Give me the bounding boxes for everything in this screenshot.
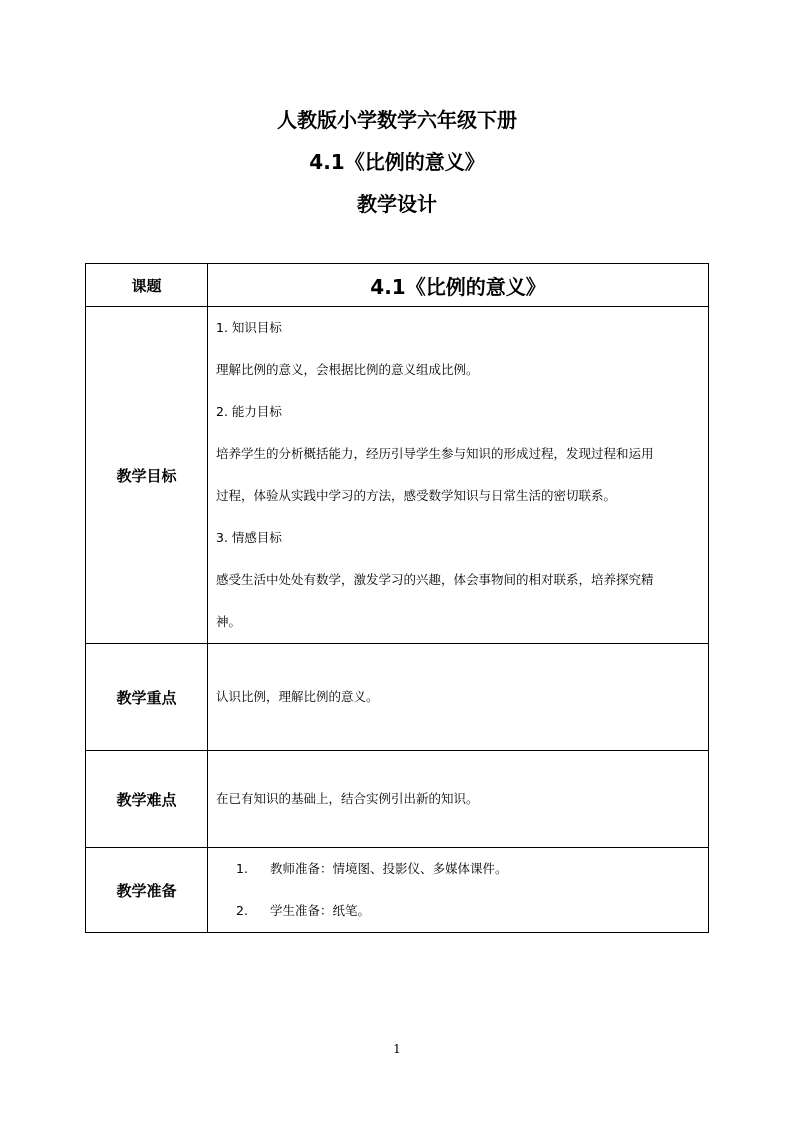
objective-line: 培养学生的分析概括能力，经历引导学生参与知识的形成过程，发现过程和运用	[216, 446, 654, 461]
objectives-content	[208, 307, 709, 644]
objective-line: 理解比例的意义，会根据比例的意义组成比例。	[216, 362, 479, 377]
subject-label: 课题	[86, 264, 208, 307]
preparation-text: 学生准备：纸笔。	[270, 903, 371, 918]
difficulties-row	[86, 751, 709, 848]
key-points-row	[86, 644, 709, 751]
lesson-title: 4.1《比例的意义》	[309, 150, 485, 174]
preparation-item	[216, 890, 702, 932]
objective-line: 1. 知识目标	[216, 320, 282, 335]
key-points-text: 认识比例，理解比例的意义。	[216, 689, 379, 704]
preparation-number: 1.	[236, 861, 248, 876]
difficulties-label: 教学难点	[86, 751, 208, 848]
preparation-text: 教师准备：情境图、投影仪、多媒体课件。	[270, 861, 508, 876]
difficulties-content	[208, 751, 709, 848]
preparation-item	[216, 848, 702, 890]
preparation-number: 2.	[236, 903, 248, 918]
objective-line: 3. 情感目标	[216, 530, 282, 545]
preparation-label: 教学准备	[86, 848, 208, 933]
lesson-plan-table	[85, 263, 709, 933]
objectives-row	[86, 307, 709, 644]
document-subtitle: 教学设计	[357, 192, 437, 216]
objective-line: 感受生活中处处有数学，激发学习的兴趣，体会事物间的相对联系，培养探究精	[216, 572, 654, 587]
subject-row	[86, 264, 709, 307]
document-title: 人教版小学数学六年级下册	[277, 108, 517, 132]
objective-line: 2. 能力目标	[216, 404, 282, 419]
preparation-content	[208, 848, 709, 933]
preparation-row	[86, 848, 709, 933]
objective-line: 过程，体验从实践中学习的方法，感受数学知识与日常生活的密切联系。	[216, 488, 617, 503]
objectives-label: 教学目标	[86, 307, 208, 644]
key-points-label: 教学重点	[86, 644, 208, 751]
page-number: 1	[393, 1042, 401, 1056]
subject-value: 4.1《比例的意义》	[208, 264, 709, 307]
key-points-content	[208, 644, 709, 751]
difficulties-text: 在已有知识的基础上，结合实例引出新的知识。	[216, 791, 479, 806]
objective-line: 神。	[216, 614, 242, 629]
